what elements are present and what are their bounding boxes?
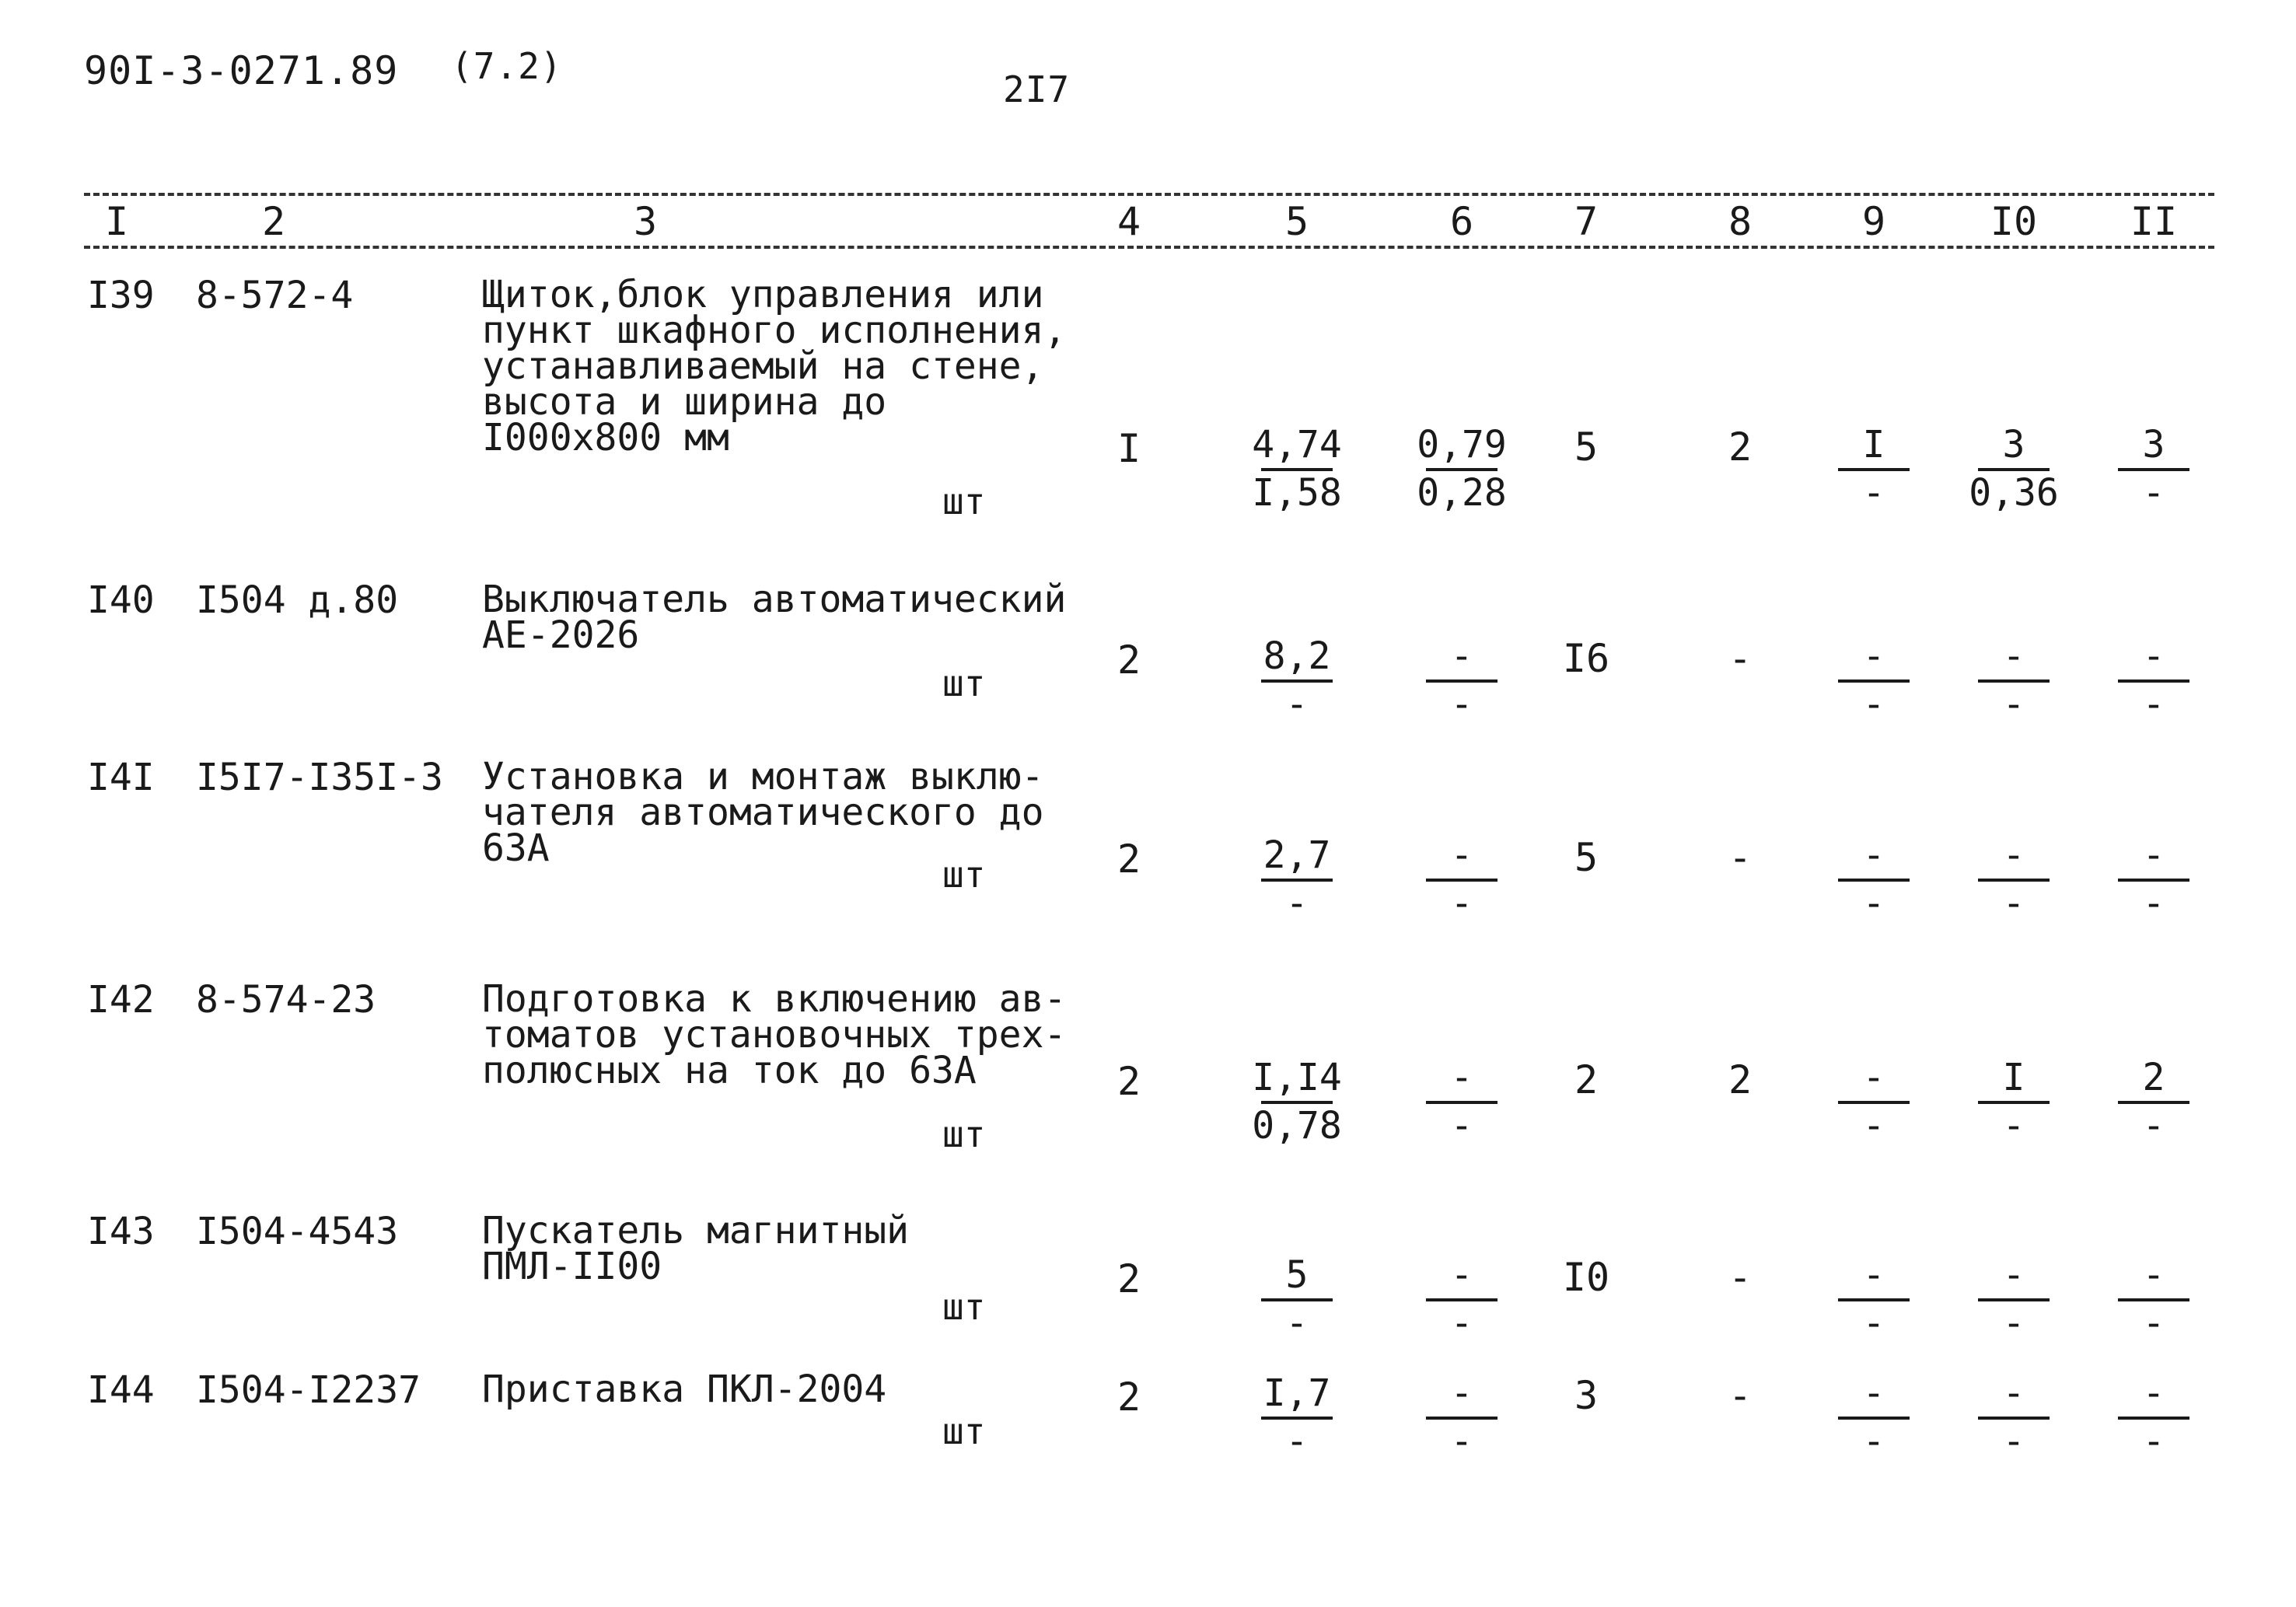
fraction-numerator: 2,7	[1263, 833, 1331, 877]
column-number-6: 6	[1449, 199, 1474, 244]
fraction-numerator: 5	[1285, 1253, 1309, 1297]
norm-code: I504 д.80	[196, 578, 399, 622]
fraction-denominator: -	[2002, 882, 2025, 925]
fraction-denominator: I,58	[1252, 471, 1342, 515]
norm-code: 8-572-4	[196, 274, 354, 317]
fraction-c5	[1250, 1253, 1344, 1345]
column-number-7: 7	[1574, 199, 1599, 244]
fraction-denominator: -	[1450, 683, 1473, 726]
fraction-c11	[2107, 833, 2200, 925]
column-number-8: 8	[1728, 199, 1753, 244]
column-8-value: -	[1728, 835, 1753, 880]
fraction-denominator: -	[2002, 1420, 2025, 1463]
fraction-c9	[1827, 634, 1920, 726]
description-line: Установка и монтаж выклю-	[482, 755, 1044, 798]
norm-code: 8-574-23	[196, 978, 376, 1022]
fraction-c9	[1827, 1056, 1920, 1148]
fraction-denominator: -	[1862, 882, 1885, 925]
unit-of-measure: шт	[942, 1410, 986, 1452]
column-number-2: 2	[261, 199, 286, 244]
fraction-numerator: 4,74	[1252, 423, 1342, 466]
column-7-value: 2	[1574, 1057, 1599, 1102]
description-line: Подготовка к включению ав-	[482, 977, 1067, 1021]
fraction-numerator: 0,79	[1417, 423, 1507, 466]
column-8-value: 2	[1728, 1057, 1753, 1102]
fraction-c5	[1250, 1371, 1344, 1463]
norm-code: I504-I2237	[196, 1368, 421, 1412]
column-8-value: -	[1728, 636, 1753, 681]
quantity-value: 2	[1117, 1059, 1141, 1104]
page-number: 2I7	[1003, 68, 1071, 110]
fraction-numerator: -	[1450, 1253, 1473, 1297]
fraction-numerator: -	[1862, 1253, 1885, 1297]
column-7-value: I6	[1562, 636, 1610, 681]
fraction-c6	[1415, 833, 1508, 925]
description-line: устанавливаемый на стене,	[482, 344, 1044, 388]
fraction-numerator: -	[2142, 634, 2165, 678]
fraction-c11	[2107, 423, 2200, 515]
description-line: высота и ширина до	[482, 380, 887, 424]
sheet-reference: (7.2)	[451, 45, 563, 87]
quantity-value: 2	[1117, 1375, 1141, 1420]
fraction-denominator: -	[1285, 882, 1309, 925]
fraction-c10	[1967, 1253, 2060, 1345]
description-line: томатов установочных трех-	[482, 1013, 1067, 1057]
quantity-value: I	[1117, 426, 1141, 471]
column-8-value: -	[1728, 1373, 1753, 1418]
fraction-denominator: -	[1862, 683, 1885, 726]
description-line: Щиток,блок управления или	[482, 273, 1044, 316]
description-line: Выключатель автоматический	[482, 578, 1067, 621]
quantity-value: 2	[1117, 638, 1141, 683]
fraction-c10	[1967, 423, 2060, 515]
fraction-denominator: -	[2142, 471, 2165, 515]
fraction-numerator: -	[2002, 1371, 2025, 1415]
column-number-11: II	[2130, 199, 2178, 244]
fraction-denominator: -	[2142, 882, 2165, 925]
fraction-numerator: -	[2002, 634, 2025, 678]
fraction-denominator: -	[1285, 1420, 1309, 1463]
unit-of-measure: шт	[942, 1113, 986, 1155]
fraction-c5	[1250, 833, 1344, 925]
fraction-denominator: -	[1285, 1301, 1309, 1345]
fraction-denominator: -	[2002, 1301, 2025, 1345]
unit-of-measure: шт	[942, 1286, 986, 1328]
description-line: чателя автоматического до	[482, 791, 1044, 834]
fraction-c9	[1827, 1253, 1920, 1345]
fraction-denominator: 0,78	[1252, 1104, 1342, 1148]
fraction-denominator: -	[2002, 1104, 2025, 1148]
fraction-numerator: -	[1450, 1371, 1473, 1415]
fraction-numerator: 3	[2002, 423, 2025, 466]
quantity-value: 2	[1117, 1256, 1141, 1301]
fraction-c9	[1827, 833, 1920, 925]
norm-code: I504-4543	[196, 1210, 399, 1253]
column-8-value: -	[1728, 1255, 1753, 1300]
column-7-value: 5	[1574, 835, 1599, 880]
column-number-5: 5	[1284, 199, 1309, 244]
fraction-c5	[1250, 634, 1344, 726]
document-code: 90I-3-0271.89	[84, 48, 399, 93]
fraction-numerator: -	[1450, 634, 1473, 678]
fraction-c10	[1967, 1371, 2060, 1463]
fraction-denominator: -	[1862, 471, 1885, 515]
fraction-numerator: -	[2142, 833, 2165, 877]
fraction-c10	[1967, 634, 2060, 726]
fraction-denominator: -	[1862, 1301, 1885, 1345]
fraction-denominator: -	[2142, 1104, 2165, 1148]
fraction-denominator: 0,28	[1417, 471, 1507, 515]
row-number: I42	[87, 978, 155, 1022]
description-line: пункт шкафного исполнения,	[482, 309, 1067, 352]
row-number: I43	[87, 1210, 155, 1253]
fraction-c9	[1827, 423, 1920, 515]
column-8-value: 2	[1728, 424, 1753, 470]
fraction-denominator: -	[1450, 1420, 1473, 1463]
norm-code: I5I7-I35I-3	[196, 756, 443, 799]
fraction-c11	[2107, 1371, 2200, 1463]
row-number: I4I	[87, 756, 155, 799]
quantity-value: 2	[1117, 837, 1141, 882]
fraction-numerator: -	[1862, 1056, 1885, 1099]
fraction-denominator: -	[2142, 683, 2165, 726]
table-header-top-rule	[84, 193, 2214, 196]
fraction-c10	[1967, 833, 2060, 925]
fraction-numerator: -	[2002, 833, 2025, 877]
fraction-denominator: -	[1285, 683, 1309, 726]
table-header-bottom-rule	[84, 246, 2214, 249]
fraction-denominator: -	[1450, 882, 1473, 925]
fraction-numerator: I	[2002, 1056, 2025, 1099]
unit-of-measure: шт	[942, 662, 986, 704]
fraction-denominator: -	[1862, 1420, 1885, 1463]
fraction-c6	[1415, 423, 1508, 515]
fraction-numerator: -	[1862, 634, 1885, 678]
fraction-c5	[1250, 1056, 1344, 1148]
fraction-denominator: -	[1450, 1301, 1473, 1345]
description-line: Приставка ПКЛ-2004	[482, 1368, 887, 1411]
fraction-denominator: -	[1862, 1104, 1885, 1148]
column-7-value: 5	[1574, 424, 1599, 470]
fraction-c6	[1415, 1371, 1508, 1463]
description-line: ПМЛ-II00	[482, 1245, 662, 1288]
column-number-3: 3	[633, 199, 658, 244]
row-number: I40	[87, 578, 155, 622]
column-7-value: I0	[1562, 1255, 1610, 1300]
fraction-c6	[1415, 1253, 1508, 1345]
row-number: I39	[87, 274, 155, 317]
fraction-denominator: -	[2142, 1420, 2165, 1463]
fraction-numerator: -	[1862, 1371, 1885, 1415]
description-line: АЕ-2026	[482, 613, 640, 657]
description-line: полюсных на ток до 63А	[482, 1049, 977, 1092]
unit-of-measure: шт	[942, 854, 986, 896]
fraction-denominator: -	[1450, 1104, 1473, 1148]
description-line: Пускатель магнитный	[482, 1209, 910, 1252]
fraction-c10	[1967, 1056, 2060, 1148]
fraction-numerator: 3	[2142, 423, 2165, 466]
column-number-9: 9	[1861, 199, 1886, 244]
column-number-1: I	[104, 199, 129, 244]
fraction-numerator: I,I4	[1252, 1056, 1342, 1099]
fraction-c9	[1827, 1371, 1920, 1463]
fraction-numerator: -	[2002, 1253, 2025, 1297]
fraction-c11	[2107, 1056, 2200, 1148]
fraction-numerator: -	[1450, 1056, 1473, 1099]
fraction-c11	[2107, 1253, 2200, 1345]
fraction-c5	[1250, 423, 1344, 515]
fraction-c11	[2107, 634, 2200, 726]
fraction-numerator: I	[1862, 423, 1885, 466]
fraction-c6	[1415, 1056, 1508, 1148]
fraction-c6	[1415, 634, 1508, 726]
fraction-numerator: 2	[2142, 1056, 2165, 1099]
fraction-numerator: -	[2142, 1253, 2165, 1297]
column-number-4: 4	[1117, 199, 1141, 244]
unit-of-measure: шт	[942, 480, 986, 522]
column-number-10: I0	[1990, 199, 2038, 244]
fraction-numerator: -	[2142, 1371, 2165, 1415]
description-line: I000x800 мм	[482, 416, 729, 459]
fraction-numerator: I,7	[1263, 1371, 1331, 1415]
row-number: I44	[87, 1368, 155, 1412]
fraction-denominator: 0,36	[1969, 471, 2059, 515]
fraction-numerator: 8,2	[1263, 634, 1331, 678]
fraction-numerator: -	[1450, 833, 1473, 877]
fraction-denominator: -	[2002, 683, 2025, 726]
column-7-value: 3	[1574, 1373, 1599, 1418]
fraction-numerator: -	[1862, 833, 1885, 877]
fraction-denominator: -	[2142, 1301, 2165, 1345]
description-line: 63А	[482, 826, 550, 870]
